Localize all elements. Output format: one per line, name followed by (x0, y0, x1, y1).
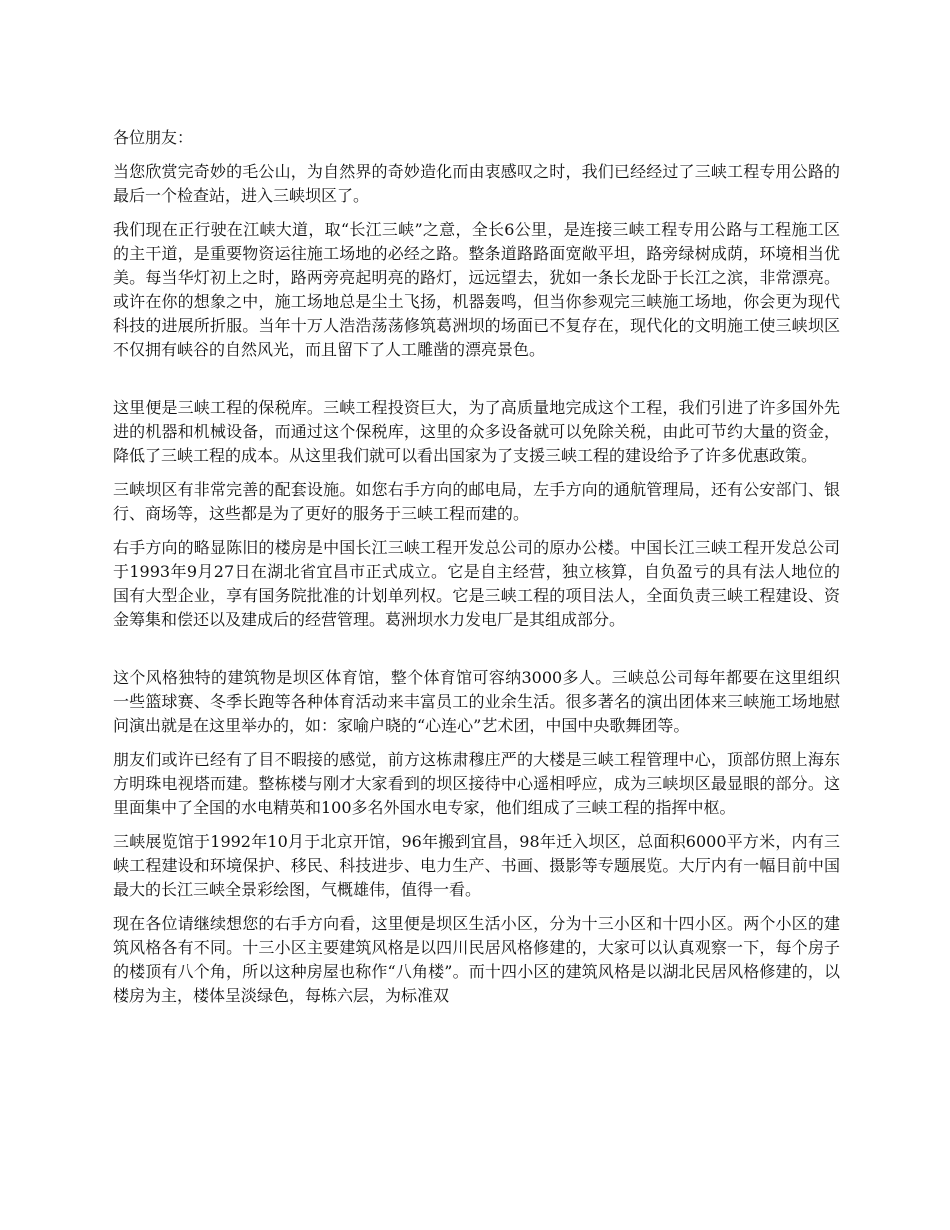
paragraph-management-center: 朋友们或许已经有了目不暇接的感觉，前方这栋肃穆庄严的大楼是三峡工程管理中心，顶部仿照上海东方明珠电视塔而建。整栋楼与刚才大家看到的坝区接待中心遥相呼应，成为三峡坝区最显眼的部分。这里面集中了全国的水电精英和100多名外国水电专家，他们组成了三峡工程的指挥中枢。 (113, 750, 840, 817)
greeting-paragraph: 各位朋友： (113, 128, 194, 147)
paragraph-mao-gong-shan: 当您欣赏完奇妙的毛公山，为自然界的奇妙造化而由衷感叹之时，我们已经经过了三峡工程专用公路的最后一个检查站，进入三峡坝区了。 (113, 162, 840, 205)
paragraph-supporting-facilities: 三峡坝区有非常完善的配套设施。如您右手方向的邮电局，左手方向的通航管理局，还有公安部门、银行、商场等，这些都是为了更好的服务于三峡工程而建的。 (113, 480, 840, 523)
document-page (113, 126, 840, 1008)
paragraph-residential-districts: 现在各位请继续想您的右手方向看，这里便是坝区生活小区，分为十三小区和十四小区。两个小区的建筑风格各有不同。十三小区主要建筑风格是以四川民居风格修建的，大家可以认真观察一下，每个房子的楼顶有八个角，所以这种房屋也称作“八角楼”。而十四小区的建筑风格是以湖北民居风格修建的，以楼房为主，楼体呈淡绿色，每栋六层，为标准双 (113, 914, 840, 1005)
paragraph-gymnasium: 这个风格独特的建筑物是坝区体育馆，整个体育馆可容纳3000多人。三峡总公司每年都要在这里组织一些篮球赛、冬季长跑等各种体育活动来丰富员工的业余生活。很多著名的演出团体来三峡施工场地慰问演出就是在这里举办的，如：家喻户晓的“心连心”艺术团，中国中央歌舞团等。 (113, 668, 840, 735)
paragraph-exhibition-hall: 三峡展览馆于1992年10月于北京开馆，96年搬到宜昌，98年迁入坝区，总面积6000平方米，内有三峡工程建设和环境保护、移民、科技进步、电力生产、书画、摄影等专题展览。大厅内有一幅目前中国最大的长江三峡全景彩绘图，气概雄伟，值得一看。 (113, 832, 840, 899)
paragraph-jiangxia-avenue: 我们现在正行驶在江峡大道，取“长江三峡”之意，全长6公里，是连接三峡工程专用公路与工程施工区的主干道，是重要物资运往施工场地的必经之路。整条道路路面宽敞平坦，路旁绿树成荫，环境相当优美。每当华灯初上之时，路两旁亮起明亮的路灯，远远望去，犹如一条长龙卧于长江之滨，非常漂亮。或许在你的想象之中，施工场地总是尘土飞扬，机器轰鸣，但当你参观完三峡施工场地，你会更为现代科技的进展所折服。当年十万人浩浩荡荡修筑葛洲坝的场面已不复存在，现代化的文明施工使三峡坝区不仅拥有峡谷的自然风光，而且留下了人工雕凿的漂亮景色。 (113, 220, 840, 359)
paragraph-bonded-warehouse: 这里便是三峡工程的保税库。三峡工程投资巨大，为了高质量地完成这个工程，我们引进了许多国外先进的机器和机械设备，而通过这个保税库，这里的众多设备就可以免除关税，由此可节约大量的资金，降低了三峡工程的成本。从这里我们就可以看出国家为了支援三峡工程的建设给予了许多优惠政策。 (113, 398, 840, 465)
paragraph-former-office-building: 右手方向的略显陈旧的楼房是中国长江三峡工程开发总公司的原办公楼。中国长江三峡工程开发总公司于1993年9月27日在湖北省宜昌市正式成立。它是自主经营，独立核算，自负盈亏的具有法人地位的国有大型企业，享有国务院批准的计划单列权。它是三峡工程的项目法人，全面负责三峡工程建设、资金筹集和偿还以及建成后的经营管理。葛洲坝水力发电厂是其组成部分。 (113, 538, 840, 629)
